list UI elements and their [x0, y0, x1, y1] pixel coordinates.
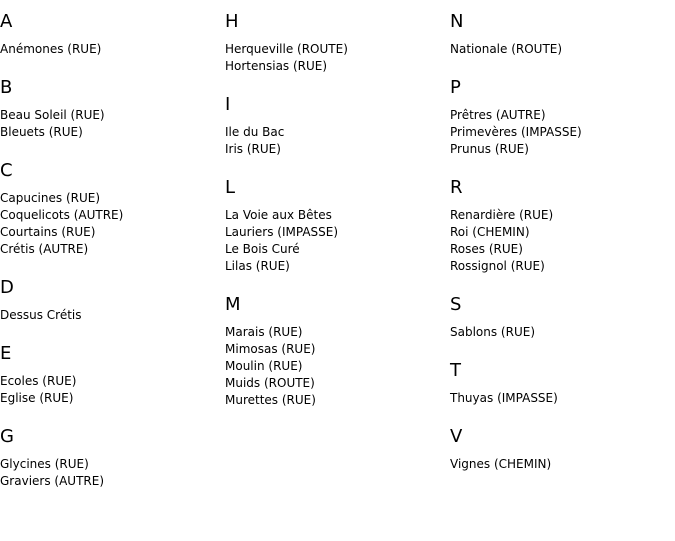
- street-name: Ile du Bac: [225, 125, 285, 139]
- street-list: [0, 41, 220, 58]
- street-list: [0, 307, 220, 324]
- street-name: Lauriers (IMPASSE): [225, 225, 339, 239]
- street-name: Hortensias (RUE): [225, 59, 328, 73]
- street-name: Renardière (RUE): [450, 208, 554, 222]
- section-letter: S: [450, 294, 462, 315]
- street-list: [225, 207, 445, 275]
- section-letter: M: [225, 294, 241, 315]
- letter-section-m: [225, 294, 445, 409]
- street-list: [225, 324, 445, 409]
- letter-section-e: [0, 343, 220, 407]
- section-letter: G: [0, 426, 14, 447]
- street-list: [0, 190, 220, 258]
- street-name: La Voie aux Bêtes: [225, 208, 332, 222]
- street-name: Eglise (RUE): [0, 391, 74, 405]
- street-name: Roi (CHEMIN): [450, 225, 530, 239]
- letter-section-s: [450, 294, 670, 341]
- street-list: [225, 41, 445, 75]
- street-list: [450, 207, 670, 275]
- street-name: Crétis (AUTRE): [0, 242, 89, 256]
- letter-section-c: [0, 160, 220, 258]
- street-name: Mimosas (RUE): [225, 342, 316, 356]
- street-name: Marais (RUE): [225, 325, 303, 339]
- street-list: [450, 456, 670, 473]
- section-letter: L: [225, 177, 236, 198]
- section-letter: E: [0, 343, 12, 364]
- street-index-column-3: [450, 0, 670, 492]
- street-index-column-1: [0, 0, 220, 509]
- street-name: Coquelicots (AUTRE): [0, 208, 124, 222]
- street-name: Moulin (RUE): [225, 359, 303, 373]
- street-name: Le Bois Curé: [225, 242, 300, 256]
- letter-section-t: [450, 360, 670, 407]
- street-name: Capucines (RUE): [0, 191, 101, 205]
- section-letter: R: [450, 177, 463, 198]
- street-list: [0, 373, 220, 407]
- section-letter: P: [450, 77, 461, 98]
- section-letter: A: [0, 11, 13, 32]
- street-name: Prunus (RUE): [450, 142, 529, 156]
- letter-section-d: [0, 277, 220, 324]
- section-letter: B: [0, 77, 13, 98]
- street-name: Thuyas (IMPASSE): [450, 391, 558, 405]
- street-name: Glycines (RUE): [0, 457, 89, 471]
- street-name: Murettes (RUE): [225, 393, 316, 407]
- street-name: Beau Soleil (RUE): [0, 108, 105, 122]
- street-index-column-2: [225, 0, 445, 428]
- letter-section-r: [450, 177, 670, 275]
- street-list: [450, 390, 670, 407]
- street-name: Vignes (CHEMIN): [450, 457, 552, 471]
- street-name: Bleuets (RUE): [0, 125, 83, 139]
- street-name: Roses (RUE): [450, 242, 523, 256]
- street-list: [0, 107, 220, 141]
- street-name: Muids (ROUTE): [225, 376, 315, 390]
- letter-section-p: [450, 77, 670, 158]
- street-list: [450, 41, 670, 58]
- section-letter: V: [450, 426, 463, 447]
- street-name: Iris (RUE): [225, 142, 281, 156]
- letter-section-v: [450, 426, 670, 473]
- section-letter: N: [450, 11, 464, 32]
- street-name: Graviers (AUTRE): [0, 474, 105, 488]
- street-list: [0, 456, 220, 490]
- street-name: Sablons (RUE): [450, 325, 536, 339]
- section-letter: T: [450, 360, 461, 381]
- street-list: [450, 324, 670, 341]
- street-name: Herqueville (ROUTE): [225, 42, 348, 56]
- street-name: Dessus Crétis: [0, 308, 82, 322]
- street-name: Anémones (RUE): [0, 42, 102, 56]
- letter-section-l: [225, 177, 445, 275]
- street-name: Rossignol (RUE): [450, 259, 545, 273]
- letter-section-n: [450, 11, 670, 58]
- street-list: [225, 124, 445, 158]
- letter-section-a: [0, 11, 220, 58]
- letter-section-i: [225, 94, 445, 158]
- section-letter: C: [0, 160, 13, 181]
- street-name: Primevères (IMPASSE): [450, 125, 582, 139]
- letter-section-h: [225, 11, 445, 75]
- letter-section-b: [0, 77, 220, 141]
- section-letter: D: [0, 277, 14, 298]
- street-name: Nationale (ROUTE): [450, 42, 563, 56]
- street-name: Lilas (RUE): [225, 259, 290, 273]
- section-letter: H: [225, 11, 239, 32]
- street-name: Prêtres (AUTRE): [450, 108, 546, 122]
- street-list: [450, 107, 670, 158]
- letter-section-g: [0, 426, 220, 490]
- street-name: Ecoles (RUE): [0, 374, 77, 388]
- street-name: Courtains (RUE): [0, 225, 96, 239]
- section-letter: I: [225, 94, 231, 115]
